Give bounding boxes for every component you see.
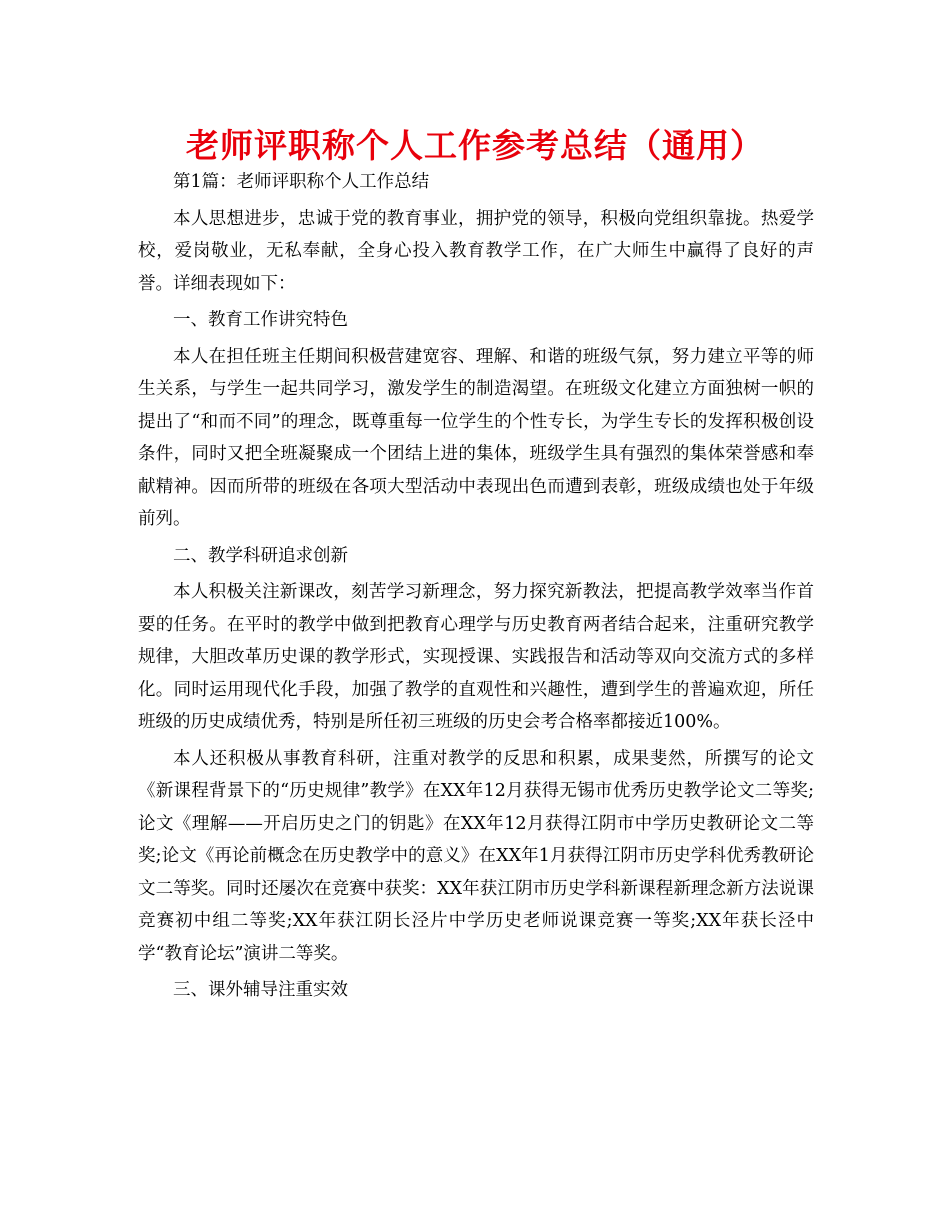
section-heading-2: 二、教学科研追求创新 <box>173 545 348 566</box>
paragraph-education: 本人在担任班主任期间积极营建宽容、理解、和谐的班级气氛，努力建立平等的师生关系，与学生一起共同学习，激发学生的制造渴望。在班级文化建立方面独树一帜的提出了“和而不同”的理念，既尊重每一位学生的个性专长，为学生专长的发挥积极创设条件，同时又把全班凝聚成一个团结上进的集体，班级学生具有强烈的集体荣誉感和奉献精神。因而所带的班级在各项大型活动中表现出色而遭到表彰，班级成绩也处于年级前列。 <box>138 346 814 529</box>
paragraph-teaching: 本人积极关注新课改，刻苦学习新理念，努力探究新教法，把提高教学效率当作首要的任务。在平时的教学中做到把教育心理学与历史教育两者结合起来，注重研究教学规律，大胆改革历史课的教学形式，实现授课、实践报告和活动等双向交流方式的多样化。同时运用现代化手段，加强了教学的直观性和兴趣性，遭到学生的普遍欢迎，所任班级的历史成绩优秀，特别是所任初三班级的历史会考合格率都接近100%。 <box>138 582 814 732</box>
paragraph-intro: 本人思想进步，忠诚于党的教育事业，拥护党的领导，积极向党组织靠拢。热爱学校，爱岗敬业，无私奉献，全身心投入教育教学工作，在广大师生中赢得了良好的声誉。详细表现如下： <box>138 208 814 294</box>
section-heading-1: 一、教育工作讲究特色 <box>173 310 348 330</box>
document-body <box>138 166 814 1011</box>
section-heading-3: 三、课外辅导注重实效 <box>173 980 348 1000</box>
document-title: 老师评职称个人工作参考总结（通用） <box>186 126 764 165</box>
paragraph-research: 本人还积极从事教育科研，注重对教学的反思和积累，成果斐然，所撰写的论文《新课程背景下的“历史规律”教学》在XX年12月获得无锡市优秀历史教学论文二等奖;论文《理解——开启历史之门的钥匙》在XX年12月获得江阴市中学历史教研论文二等奖;论文《再论前概念在历史教学中的意义》在XX年1月获得江阴市历史学科优秀教研论文二等奖。同时还屡次在竞赛中获奖：XX年获江阴市历史学科新课程新理念新方法说课竞赛初中组二等奖;XX年获江阴长泾片中学历史老师说课竞赛一等奖;XX年获长泾中学“教育论坛”演讲二等奖。 <box>138 748 814 964</box>
subtitle: 第1篇：老师评职称个人工作总结 <box>173 172 430 192</box>
